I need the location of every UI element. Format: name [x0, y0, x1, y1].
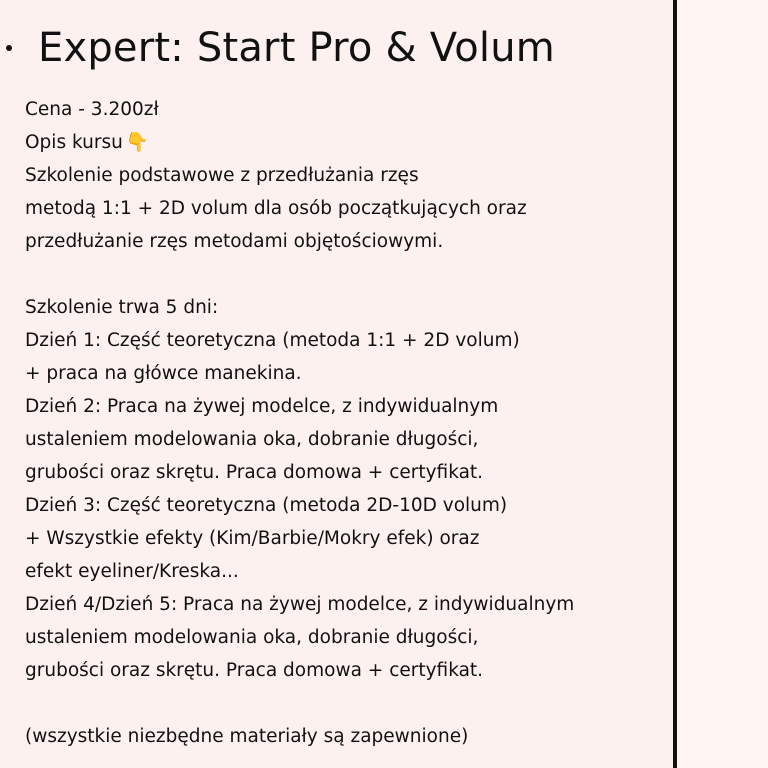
schedule-line: Dzień 1: Część teoretyczna (metoda 1:1 + 2D volum) — [25, 330, 520, 351]
schedule-line: + Wszystkie efekty (Kim/Barbie/Mokry efek) oraz — [25, 528, 480, 549]
title-bullet — [6, 45, 12, 51]
schedule-line: efekt eyeliner/Kreska... — [25, 561, 239, 582]
course-description — [25, 93, 665, 753]
paragraph-spacer — [25, 258, 665, 291]
intro-line: Szkolenie podstawowe z przedłużania rzęs — [25, 165, 419, 186]
schedule-line: Dzień 3: Część teoretyczna (metoda 2D-10D volum) — [25, 495, 508, 516]
pointing-down-icon: 👇 — [125, 132, 149, 153]
schedule-line: grubości oraz skrętu. Praca domowa + certyfikat. — [25, 462, 484, 483]
description-label-row — [25, 126, 665, 159]
duration-text: Szkolenie trwa 5 dni: — [25, 297, 219, 318]
page-title: Expert: Start Pro & Volum — [38, 25, 555, 71]
schedule-line: ustaleniem modelowania oka, dobranie długości, — [25, 627, 479, 648]
schedule-line: Dzień 2: Praca na żywej modelce, z indywidualnym — [25, 396, 499, 417]
materials-note: (wszystkie niezbędne materiały są zapewnione) — [25, 726, 469, 747]
intro-line: metodą 1:1 + 2D volum dla osób początkujących oraz — [25, 198, 527, 219]
schedule-line: Dzień 4/Dzień 5: Praca na żywej modelce, z indywidualnym — [25, 594, 575, 615]
schedule-line: + praca na główce manekina. — [25, 363, 302, 384]
description-label: Opis kursu — [25, 132, 123, 153]
right-panel — [677, 0, 768, 768]
price-text: Cena - 3.200zł — [25, 99, 159, 120]
schedule-line: ustaleniem modelowania oka, dobranie długości, — [25, 429, 479, 450]
paragraph-spacer — [25, 687, 665, 720]
intro-line: przedłużanie rzęs metodami objętościowymi. — [25, 231, 444, 252]
schedule-line: grubości oraz skrętu. Praca domowa + certyfikat. — [25, 660, 484, 681]
